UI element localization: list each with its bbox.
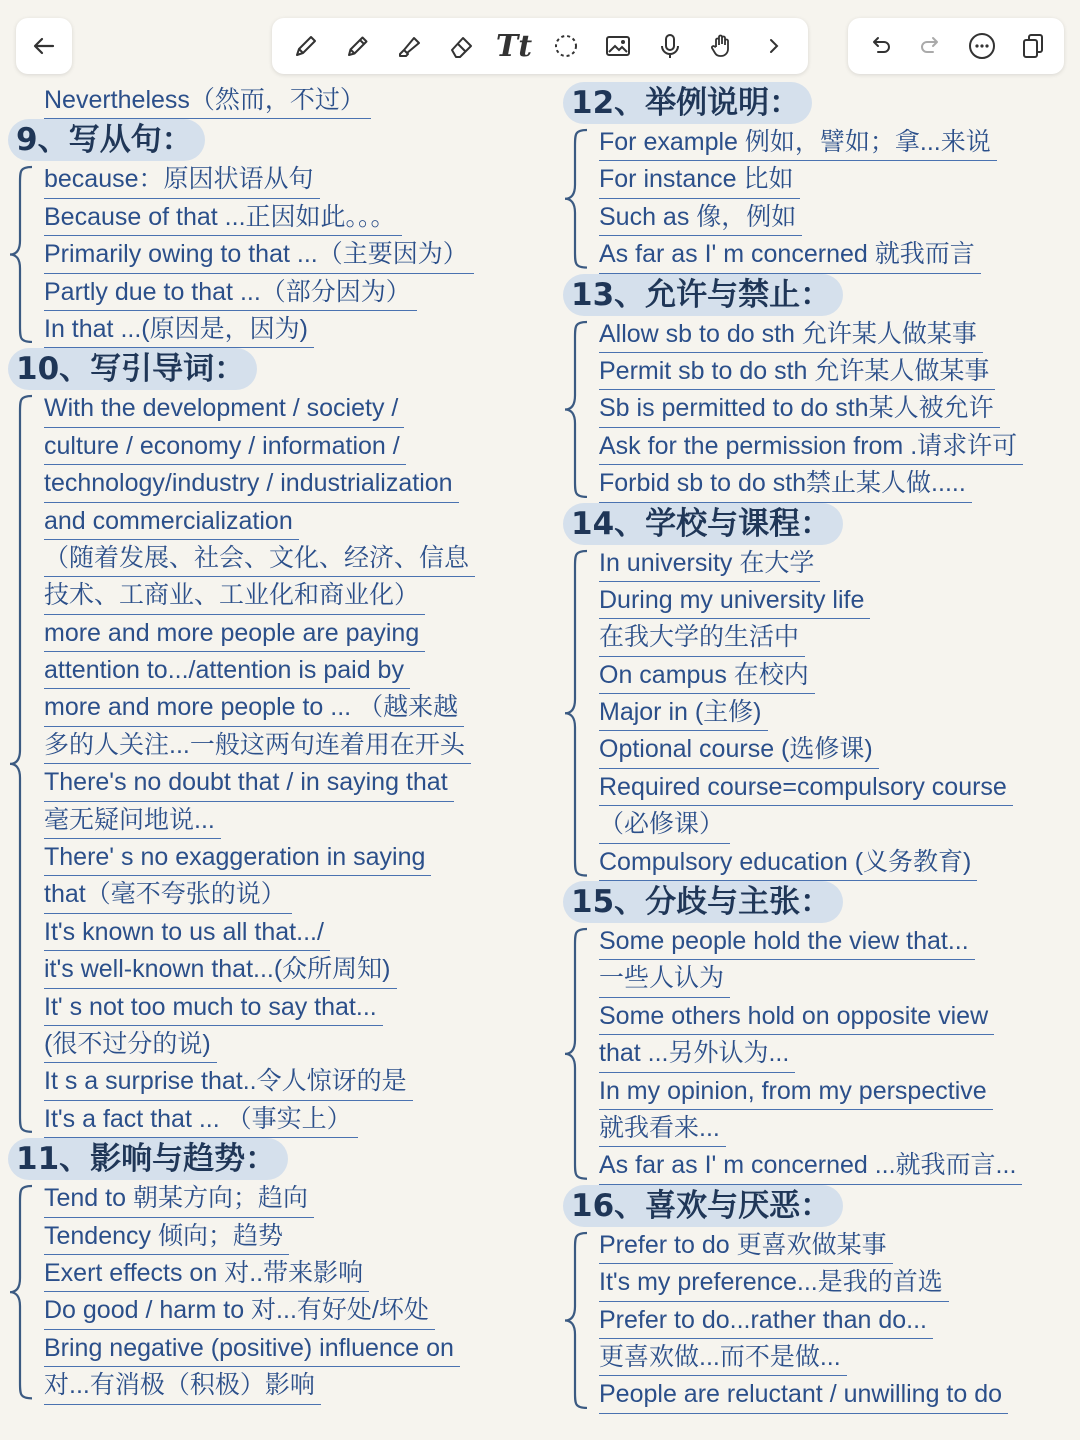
note-line: Prefer to do 更喜欢做某事 xyxy=(599,1227,893,1264)
lasso-tool-button[interactable] xyxy=(549,29,583,63)
microphone-tool-button[interactable] xyxy=(653,29,687,63)
note-line: and commercialization xyxy=(44,503,299,540)
tools-pill xyxy=(272,18,808,74)
microphone-icon xyxy=(655,31,685,61)
note-line: There's no doubt that / in saying that xyxy=(44,764,454,801)
note-line: In that ...(原因是，因为) xyxy=(44,311,314,348)
note-line: It s a surprise that..令人惊讶的是 xyxy=(44,1063,413,1100)
note-line: For example 例如，譬如；拿...来说 xyxy=(599,124,997,161)
section-heading: 14、学校与课程： xyxy=(563,503,843,545)
note-line: People are reluctant / unwilling to do xyxy=(599,1376,1008,1413)
pen-tool-button[interactable] xyxy=(289,29,323,63)
note-line: it's well-known that...(众所周知) xyxy=(44,951,397,988)
section-items xyxy=(555,316,1080,503)
hand-icon xyxy=(707,31,737,61)
toolbar xyxy=(0,0,1080,82)
note-line: Some people hold the view that... xyxy=(599,923,975,960)
undo-button[interactable] xyxy=(863,29,897,63)
note-line: Some others hold on opposite view xyxy=(599,998,994,1035)
brace-icon xyxy=(559,316,593,503)
right-sections xyxy=(555,82,1080,1414)
note-line: With the development / society / xyxy=(44,390,404,427)
note-line: Nevertheless（然而，不过） xyxy=(44,82,371,119)
undo-icon xyxy=(865,31,895,61)
brace-icon xyxy=(4,390,38,1138)
note-line: attention to.../attention is paid by xyxy=(44,652,410,689)
note-line: because：原因状语从句 xyxy=(44,161,320,198)
note-line: Such as 像，例如 xyxy=(599,199,802,236)
note-line: For instance 比如 xyxy=(599,161,800,198)
note-line: Partly due to that ...（部分因为） xyxy=(44,274,417,311)
note-line: Sb is permitted to do sth某人被允许 xyxy=(599,390,1000,427)
right-column xyxy=(555,82,1080,1414)
note-line: more and more people to ... （越来越 xyxy=(44,689,464,726)
note-line: In university 在大学 xyxy=(599,545,820,582)
note-line: In my opinion, from my perspective xyxy=(599,1073,993,1110)
section-heading: 15、分歧与主张： xyxy=(563,881,843,923)
section-heading: 12、举例说明： xyxy=(563,82,812,124)
note-line: Compulsory education (义务教育) xyxy=(599,844,977,881)
more-icon xyxy=(967,31,997,61)
note-line: Ask for the permission from .请求许可 xyxy=(599,428,1023,465)
note-line: 毫无疑问地说... xyxy=(44,802,221,839)
brace-icon xyxy=(559,923,593,1185)
note-line: It's my preference...是我的首选 xyxy=(599,1264,949,1301)
left-column xyxy=(0,82,540,1405)
note-line: 就我看来... xyxy=(599,1110,726,1147)
pages-icon xyxy=(1018,31,1048,61)
lasso-icon xyxy=(551,31,581,61)
note-line: (很不过分的说) xyxy=(44,1026,217,1063)
section-heading: 16、喜欢与厌恶： xyxy=(563,1185,843,1227)
redo-button[interactable] xyxy=(914,29,948,63)
section-items xyxy=(0,161,540,348)
eraser-icon xyxy=(447,31,477,61)
note-line: As far as I' m concerned ...就我而言... xyxy=(599,1147,1022,1184)
section-items xyxy=(555,124,1080,274)
note-line: （随着发展、社会、文化、经济、信息 xyxy=(44,540,475,577)
image-icon xyxy=(603,31,633,61)
pencil-tool-button[interactable] xyxy=(341,29,375,63)
note-line: It's known to us all that.../ xyxy=(44,914,330,951)
note-line: Allow sb to do sth 允许某人做某事 xyxy=(599,316,983,353)
note-line: As far as I' m concerned 就我而言 xyxy=(599,236,981,273)
note-line: （必修课） xyxy=(599,806,730,843)
note-section xyxy=(555,274,1080,503)
hand-tool-button[interactable] xyxy=(705,29,739,63)
note-line: Because of that ...正因如此。。。 xyxy=(44,199,402,236)
note-line: Do good / harm to 对...有好处/坏处 xyxy=(44,1292,435,1329)
note-line: more and more people are paying xyxy=(44,615,425,652)
note-line: It' s not too much to say that... xyxy=(44,989,383,1026)
section-items xyxy=(0,390,540,1138)
note-section xyxy=(555,881,1080,1185)
arrow-left-icon xyxy=(29,31,59,61)
note-section xyxy=(555,1185,1080,1414)
pages-button[interactable] xyxy=(1016,29,1050,63)
highlighter-icon xyxy=(395,31,425,61)
pen-icon xyxy=(291,31,321,61)
section-items xyxy=(0,1180,540,1404)
note-line: Tend to 朝某方向；趋向 xyxy=(44,1180,314,1217)
back-pill xyxy=(16,18,72,74)
redo-icon xyxy=(916,31,946,61)
section-heading: 10、写引导词： xyxy=(8,348,257,390)
note-line: Bring negative (positive) influence on xyxy=(44,1330,460,1367)
image-tool-button[interactable] xyxy=(601,29,635,63)
note-line: Permit sb to do sth 允许某人做某事 xyxy=(599,353,995,390)
highlighter-tool-button[interactable] xyxy=(393,29,427,63)
actions-pill xyxy=(848,18,1064,74)
note-line: Tendency 倾向；趋势 xyxy=(44,1218,289,1255)
note-line: 多的人关注...一般这两句连着用在开头 xyxy=(44,727,471,764)
note-line: Exert effects on 对..带来影响 xyxy=(44,1255,369,1292)
section-heading: 11、影响与趋势： xyxy=(8,1138,288,1180)
note-line: Primarily owing to that ...（主要因为） xyxy=(44,236,474,273)
brace-icon xyxy=(4,1180,38,1404)
note-line: Optional course (选修课) xyxy=(599,731,879,768)
note-line: 更喜欢做...而不是做... xyxy=(599,1339,847,1376)
eraser-tool-button[interactable] xyxy=(445,29,479,63)
note-section xyxy=(0,348,540,1138)
note-line: Forbid sb to do sth禁止某人做..... xyxy=(599,465,972,502)
chevron-right-icon xyxy=(759,31,789,61)
section-items xyxy=(555,923,1080,1185)
note-line: It's a fact that ... （事实上） xyxy=(44,1101,358,1138)
back-button[interactable] xyxy=(27,29,61,63)
pencil-icon xyxy=(343,31,373,61)
note-line: Major in (主修) xyxy=(599,694,768,731)
note-section xyxy=(0,1138,540,1404)
section-heading: 13、允许与禁止： xyxy=(563,274,843,316)
note-line: 技术、工商业、工业化和商业化） xyxy=(44,577,425,614)
note-line: Required course=compulsory course xyxy=(599,769,1013,806)
section-items xyxy=(555,1227,1080,1414)
more-tools-button[interactable] xyxy=(757,29,791,63)
brace-icon xyxy=(559,124,593,274)
section-heading: 9、写从句： xyxy=(8,119,205,161)
note-line: There' s no exaggeration in saying xyxy=(44,839,431,876)
note-line: 在我大学的生活中 xyxy=(599,619,805,656)
note-line: technology/industry / industrialization xyxy=(44,465,459,502)
brace-icon xyxy=(559,1227,593,1414)
note-section xyxy=(555,503,1080,882)
note-line: On campus 在校内 xyxy=(599,657,815,694)
note-line: Prefer to do...rather than do... xyxy=(599,1302,933,1339)
note-line: During my university life xyxy=(599,582,870,619)
brace-icon xyxy=(559,545,593,882)
note-line: that（毫不夸张的说） xyxy=(44,876,292,913)
note-section xyxy=(555,82,1080,274)
note-line: 一些人认为 xyxy=(599,960,730,997)
note-line: 对...有消极（积极）影响 xyxy=(44,1367,321,1404)
note-line: that ...另外认为... xyxy=(599,1035,795,1072)
section-items xyxy=(555,545,1080,882)
left-sections xyxy=(0,119,540,1404)
more-button[interactable] xyxy=(965,29,999,63)
brace-icon xyxy=(4,161,38,348)
note-line: culture / economy / information / xyxy=(44,428,406,465)
note-section xyxy=(0,119,540,348)
text-tool-icon: Tt xyxy=(495,28,533,64)
text-tool-button[interactable] xyxy=(497,29,531,63)
